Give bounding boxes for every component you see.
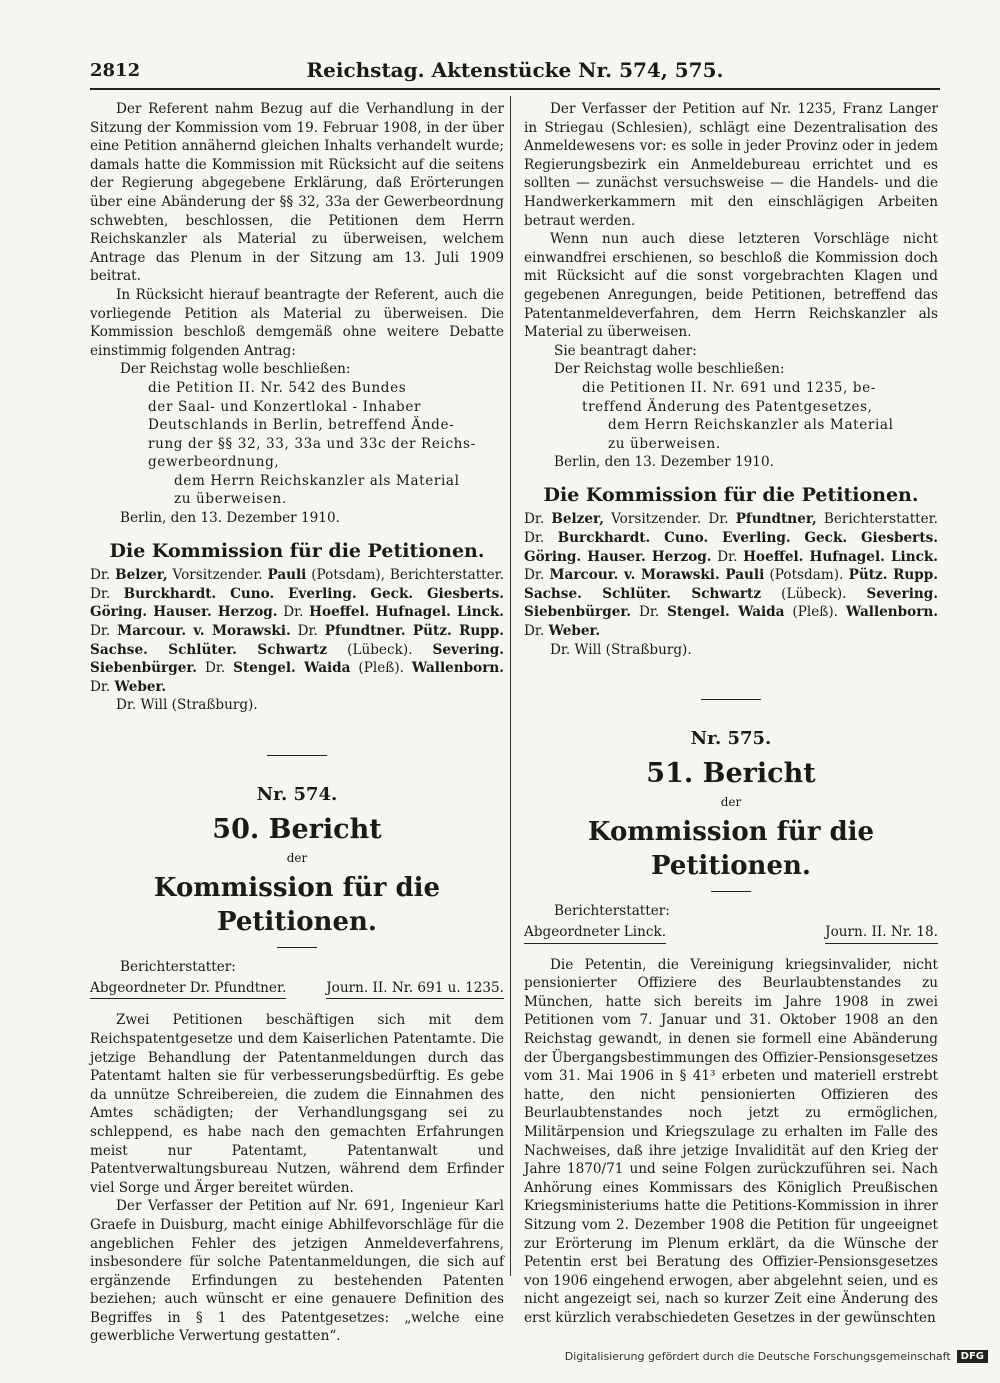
reporter-row [524, 923, 938, 944]
section-separator [701, 699, 761, 700]
report-der: der [286, 850, 308, 865]
member-list: Dr. Belzer, Vorsitzender. Dr. Pfundtner, Berichterstatter. Dr. Burckhardt. Cuno. Everling. Geck. Giesberts. Göring. Hauser. Herzog. Dr. Hoeffel. Hufnagel. Linck. Dr. Marcour. v. Morawski. Pauli (Potsdam). Pütz. Rupp. Sachse. Schlüter. Schwartz (Lübeck). Severing. Siebenbürger. Dr. Stengel. Waida (Pleß). Wallenborn. Dr. Weber. [524, 511, 939, 640]
column-divider [510, 96, 511, 1276]
reporter-name: Abgeordneter Dr. Pfundtner. [90, 979, 286, 1000]
motion-intro: Der Reichstag wolle beschließen: [554, 361, 785, 378]
motion-line: die Petition II. Nr. 542 des Bundes [148, 379, 407, 396]
motion-line: treffend Änderung des Patentgesetzes, [582, 398, 873, 415]
motion-line: Deutschlands in Berlin, betreffend Ände- [148, 417, 455, 434]
motion-line: rung der §§ 32, 33, 33a und 33c der Reichs- [148, 435, 476, 452]
proposes-label: Sie beantragt daher: [554, 342, 697, 359]
running-title: Reichstag. Aktenstücke Nr. 574, 575. [306, 58, 724, 82]
motion-line: der Saal- und Konzertlokal - Inhaber [148, 398, 422, 415]
member-list: Dr. Belzer, Vorsitzender. Pauli (Potsdam), Berichterstatter. Dr. Burckhardt. Cuno. Everling. Geck. Giesberts. Göring. Hauser. Herzog. Dr. Hoeffel. Hufnagel. Linck. Dr. Marcour. v. Morawski. Dr. Pfundtner. Pütz. Rupp. Sachse. Schlüter. Schwartz (Lübeck). Severing. Siebenbürger. Dr. Stengel. Waida (Pleß). Wallenborn. Dr. Weber. [90, 567, 505, 695]
reporter-name: Abgeordneter Linck. [524, 923, 666, 944]
motion-line: gewerbeordnung, [148, 454, 280, 471]
report-title: 50. Bericht [212, 813, 382, 845]
reporter-journal: Journ. II. Nr. 18. [825, 923, 938, 944]
member-list-last: Dr. Will (Straßburg). [550, 641, 692, 658]
motion-line: dem Herrn Reichskanzler als Material [608, 417, 894, 434]
motion-line: zu überweisen. [174, 491, 287, 508]
paragraph: Der Verfasser der Petition auf Nr. 1235, Franz Langer in Striegau (Schlesien), schlägt eine Dezentralisation des Anmeldewesens vor: es solle in jeder Provinz oder in jedem Regierungsbezirk ein Anmeldebureau errichtet und es sollten — zunächst versuchsweise — die Handels- und die Handwerkerkammern mit den einschlägigen Arbeiten betraut werden. [524, 101, 938, 229]
page-header [90, 58, 940, 90]
footer-text: Digitalisierung gefördert durch die Deutsche Forschungsgemeinschaft [564, 1350, 951, 1363]
short-rule [277, 947, 317, 948]
left-column [90, 100, 504, 1346]
commission-heading: Die Kommission für die Petitionen. [109, 539, 485, 562]
commission-title: Kommission für die Petitionen. [587, 817, 875, 882]
footer [565, 1350, 988, 1363]
right-column [524, 100, 938, 1327]
dfg-logo-icon: DFG [957, 1350, 988, 1363]
paragraph: Der Verfasser der Petition auf Nr. 691, Ingenieur Karl Graefe in Duisburg, macht einige Abhilfevorschläge für die angeblichen Fehler des jetzigen Anmeldeverfahrens, insbesondere für solche Patentanmeldungen, die sich auf ergänzende Erfindungen zu bestehenden Patenten beziehen; auch wünscht er eine genauere Definition des Begriffes in § 1 des Patentgesetzes: „welche eine gewerbliche Verwertung gestatten“. [90, 1198, 504, 1345]
reporter-journal: Journ. II. Nr. 691 u. 1235. [326, 979, 504, 1000]
commission-title: Kommission für die Petitionen. [153, 873, 441, 938]
report-der: der [720, 794, 742, 809]
paragraph: In Rücksicht hierauf beantragte der Referent, auch die vorliegende Petition als Material zu überweisen. Die Kommission beschloß demgemäß ohne weitere Debatte einstimmig folgenden Antrag: [90, 286, 504, 359]
signature-date: Berlin, den 13. Dezember 1910. [554, 454, 774, 471]
document-number: Nr. 575. [690, 728, 772, 750]
section-separator [267, 755, 327, 756]
reporter-row [90, 979, 504, 1000]
paragraph: Die Petentin, die Vereinigung kriegsinvalider, nicht pensionierter Offiziere des Beurlaubtenstandes zu München, hatte sich bereits im Jahre 1908 in zwei Petitionen vom 7. Januar und 31. Oktober 1908 an den Reichstag gewandt, in denen sie formell eine Abänderung der Übergangsbestimmungen des Offizier-Pensionsgesetzes vom 31. Mai 1906 in § 41³ erbeten und materiell erstrebt hatte, den nicht pensionierten Offizieren des Beurlaubtenstandes noch jetzt zu ermöglichen, Militärpension und Kriegszulage zu erhalten im Falle des Nachweises, daß ihre jetzige Invalidität auf den Krieg der Jahre 1870/71 und seine Folgen zurückzuführen sei. Nach Anhörung eines Kommissars des Königlich Preußischen Kriegsministeriums hatte die Petitions-Kommission in ihrer Sitzung vom 2. Dezember 1908 die Petition für ungeeignet zur Erörterung im Plenum erklärt, da die Wünsche der Petentin erst bei Beratung des Offizier-Pensionsgesetzes von 1906 eingehend erwogen, aber abgelehnt seien, und es nicht angezeigt sei, nach so kurzer Zeit eine Änderung des erst kürzlich verabschiedeten Gesetzes in der gewünschten [524, 956, 938, 1326]
reporter-label: Berichterstatter: [120, 959, 236, 976]
paragraph: Zwei Petitionen beschäftigen sich mit dem Reichspatentgesetze und dem Kaiserlichen Patentamte. Die jetzige Behandlung der Patentanmeldungen durch das Patentamt halten sie für verbesserungsbedürftig. Es gebe da unnütze Schreibereien, die zudem die Einnahmen des Amtes schädigten; der Verhandlungsgang sei zu schleppend, es habe nach den gemachten Erfahrungen meist nur Patentamt, Patentanwalt und Patentverwaltungsbureau Nutzen, während dem Erfinder viel Sorge und Ärger bereitet würden. [90, 1012, 504, 1196]
short-rule [711, 891, 751, 892]
document-number: Nr. 574. [256, 784, 338, 805]
paragraph: Wenn nun auch diese letzteren Vorschläge nicht einwandfrei erschienen, so beschloß die Kommission doch mit Rücksicht auf die sonst vorgebrachten Klagen und gegebenen Anregungen, beide Petitionen, betreffend das Patentanmeldeverfahren, dem Herrn Reichskanzler als Material zu überweisen. [524, 231, 938, 341]
report-title: 51. Bericht [646, 757, 816, 789]
commission-heading: Die Kommission für die Petitionen. [543, 483, 919, 506]
motion-line: die Petitionen II. Nr. 691 und 1235, be- [582, 379, 876, 396]
motion-line: zu überweisen. [608, 435, 721, 452]
motion-intro: Der Reichstag wolle beschließen: [120, 361, 351, 378]
page-number: 2812 [90, 60, 141, 81]
paragraph: Der Referent nahm Bezug auf die Verhandlung in der Sitzung der Kommission vom 19. Februar 1908, in der über eine Petition annähernd gleichen Inhalts verhandelt wurde; damals hatte die Kommission mit Rücksicht auf die seitens der Regierung abgegebene Erklärung, daß Erörterungen über eine Abänderung der §§ 32, 33a der Gewerbeordnung schwebten, beschlossen, die Petitionen dem Herrn Reichskanzler als Material zu überweisen, welchem Antrage das Plenum in der Sitzung am 13. Juli 1909 beitrat. [90, 101, 504, 285]
reporter-label: Berichterstatter: [554, 903, 670, 920]
motion-text [524, 379, 938, 453]
member-list-last: Dr. Will (Straßburg). [116, 697, 258, 714]
motion-text [90, 379, 504, 509]
motion-line: dem Herrn Reichskanzler als Material [174, 472, 460, 489]
signature-date: Berlin, den 13. Dezember 1910. [120, 510, 340, 527]
